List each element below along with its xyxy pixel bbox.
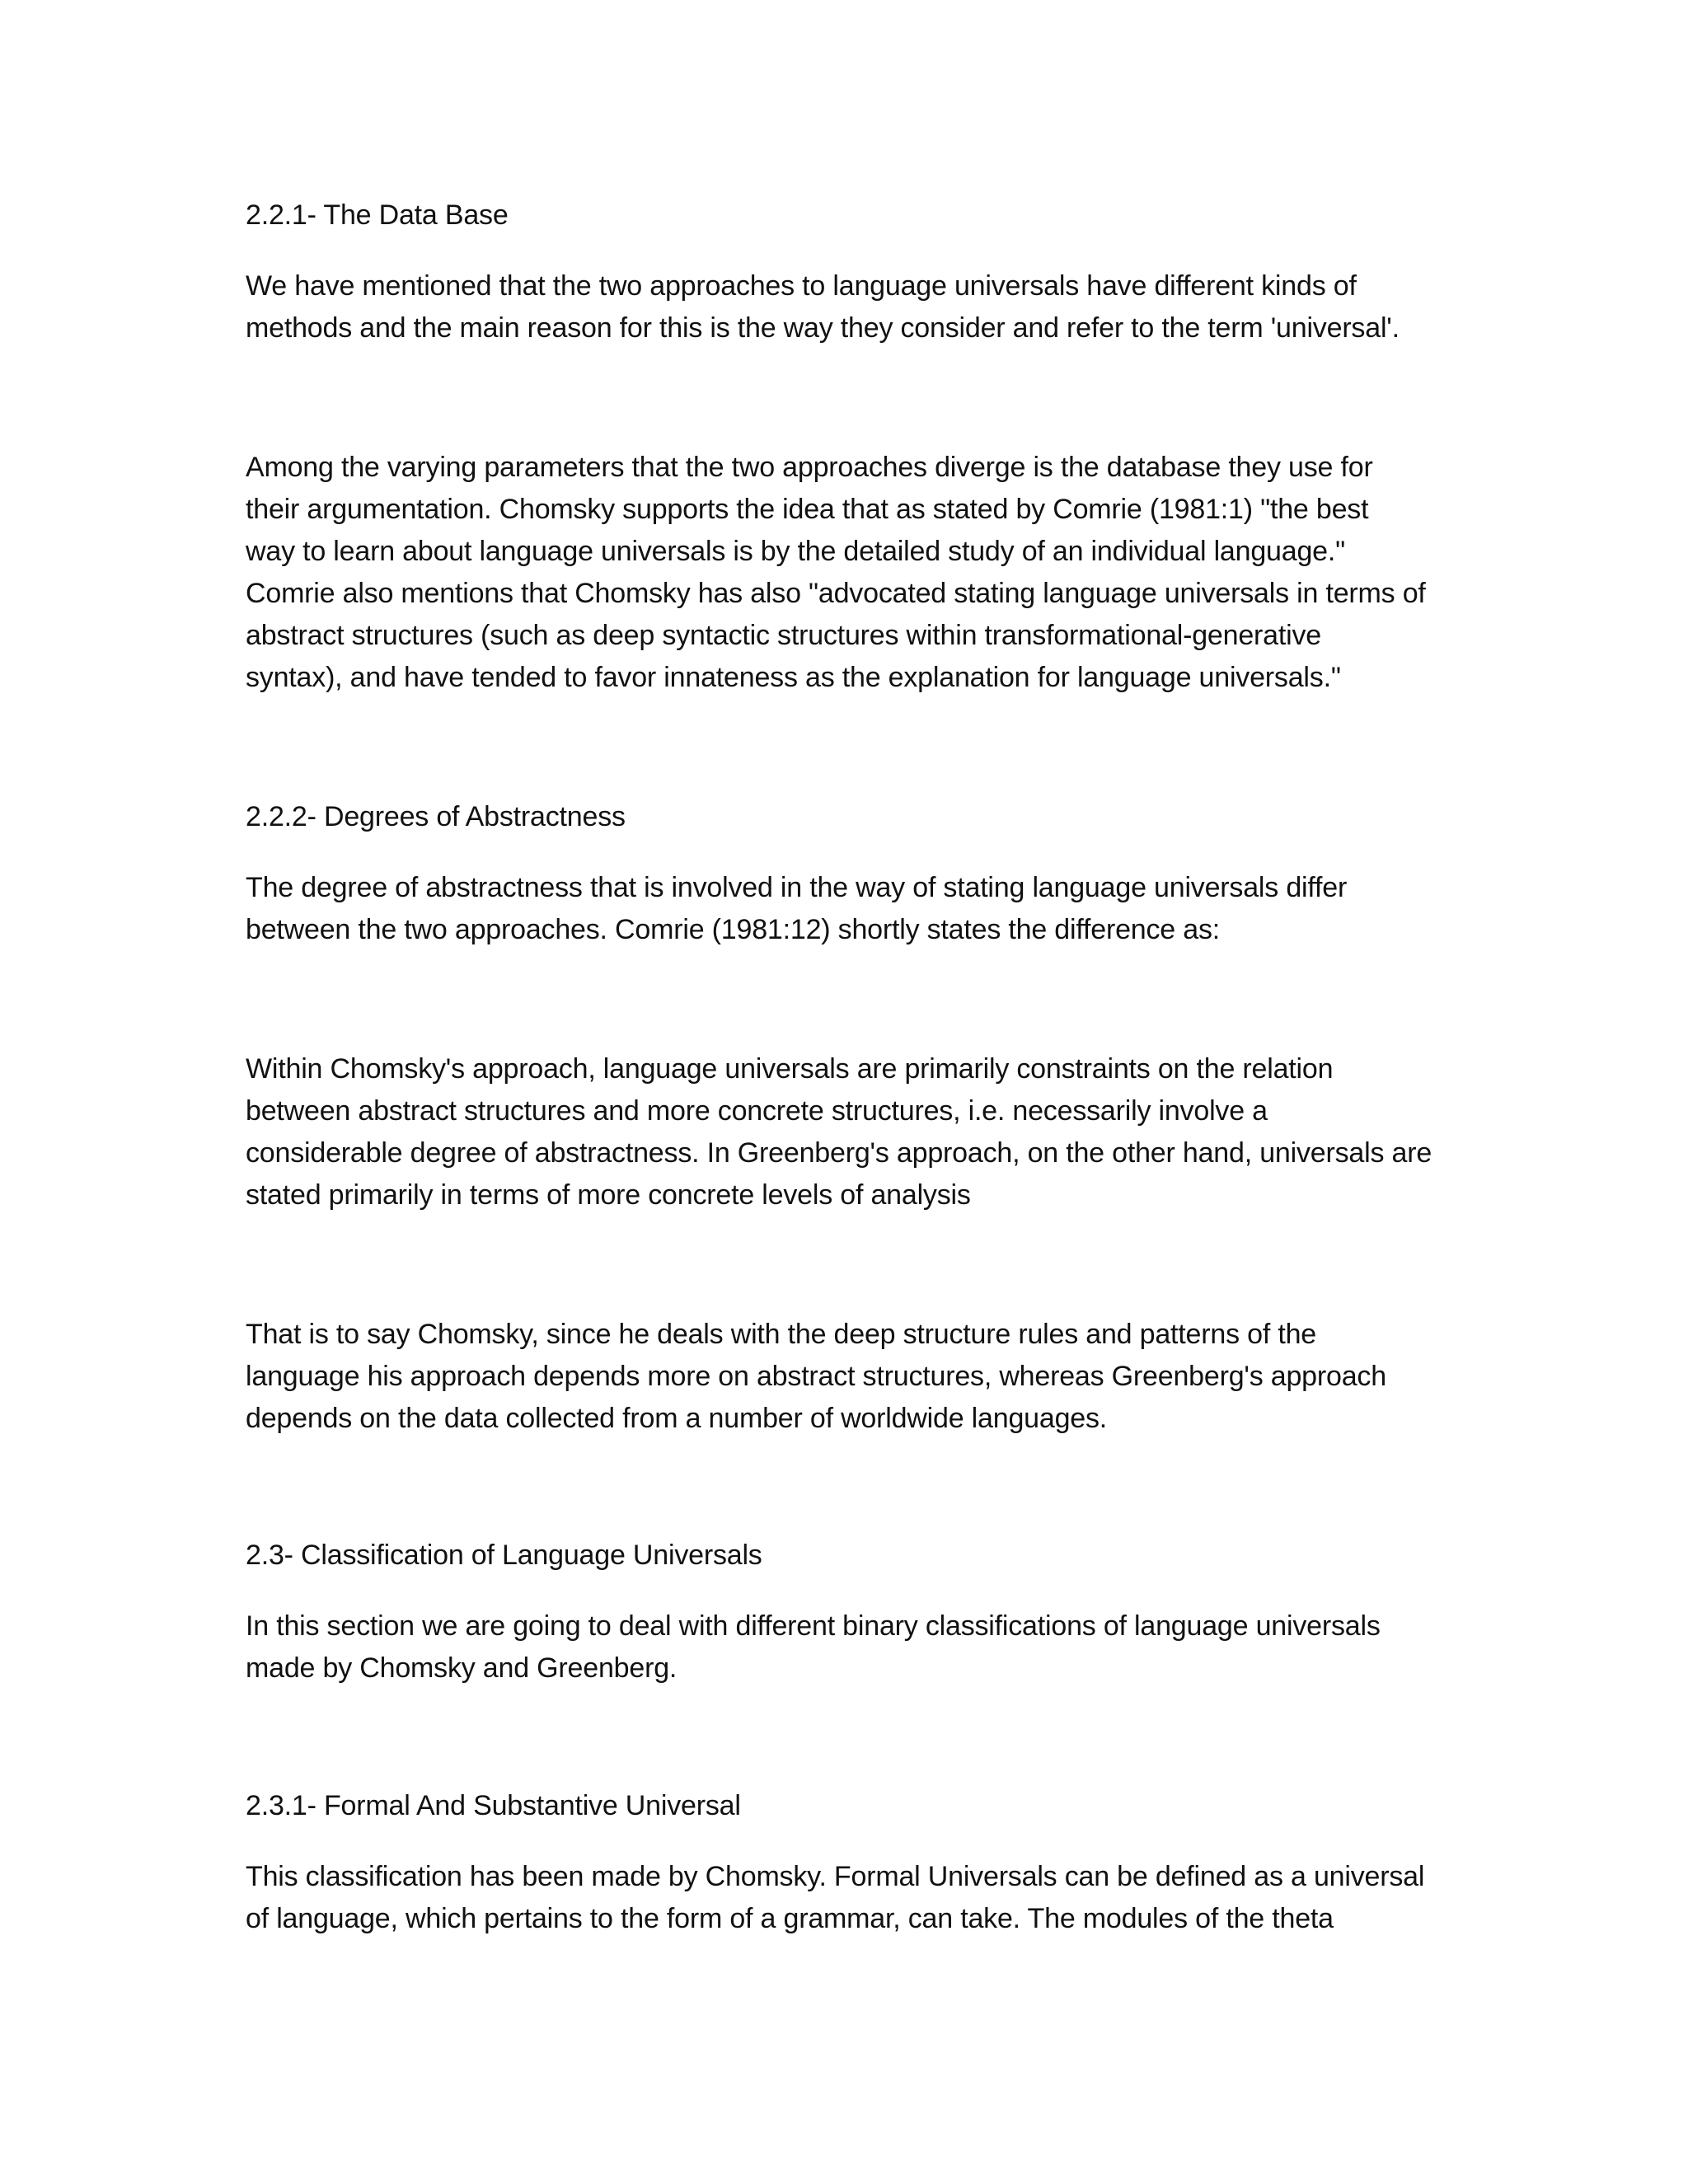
section-heading: 2.3.1- Formal And Substantive Universal [246, 1790, 741, 1821]
section-heading: 2.3- Classification of Language Universals [246, 1540, 762, 1571]
paragraph: In this section we are going to deal with different binary classifications of language universals made by Chomsky and Greenberg. [246, 1610, 1381, 1684]
paragraph: That is to say Chomsky, since he deals with the deep structure rules and patterns of the language his approach depends more on abstract structures, whereas Greenberg's approach depends on the data collected from a number of worldwide languages. [246, 1319, 1386, 1434]
paragraph: We have mentioned that the two approaches to language universals have different kinds of methods and the main reason for this is the way they consider and refer to the term 'universal'. [246, 270, 1400, 344]
section-heading: 2.2.2- Degrees of Abstractness [246, 801, 626, 832]
paragraph: Among the varying parameters that the two approaches diverge is the database they use for their argumentation. Chomsky supports the idea that as stated by Comrie (1981:1) "the best way to learn about language universals is by the detailed study of an individual language." Comrie also mentions that Chomsky has also "advocated stating language universals in terms of abstract structures (such as deep syntactic structures within transformational-generative syntax), and have tended to favor innateness as the explanation for language universals." [246, 452, 1426, 693]
section-heading: 2.2.1- The Data Base [246, 199, 509, 231]
paragraph: The degree of abstractness that is involved in the way of stating language universals differ between the two approaches. Comrie (1981:12) shortly states the difference as: [246, 872, 1348, 945]
block-quote: Within Chomsky's approach, language universals are primarily constraints on the relation between abstract structures and more concrete structures, i.e. necessarily involve a considerable degree of abstractness. In Greenberg's approach, on the other hand, universals are stated primarily in terms of more concrete levels of analysis [246, 1053, 1432, 1211]
paragraph: This classification has been made by Chomsky. Formal Universals can be defined as a universal of language, which pertains to the form of a grammar, can take. The modules of the theta [246, 1861, 1425, 1934]
